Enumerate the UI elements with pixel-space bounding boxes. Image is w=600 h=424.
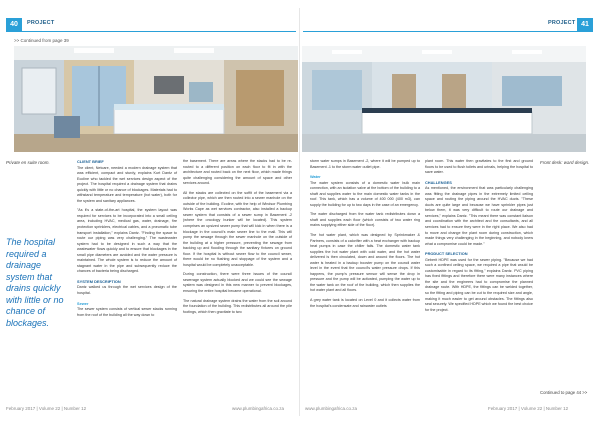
page-gutter	[299, 8, 300, 416]
photo-front-desk	[302, 46, 586, 152]
front-desk-image	[302, 46, 586, 152]
right-photo-caption: Front desk: ward design.	[540, 160, 590, 165]
section-heading: SYSTEM DESCRIPTION	[77, 278, 121, 284]
left-footer-issue: February 2017 | Volume 22 | Number 12	[6, 406, 87, 411]
paragraph: A grey water tank is located on Level 0 and it collects water from the hospital's condensate and rainwater outlets	[310, 298, 420, 308]
left-footer-site: www.plumbingafrica.co.za	[232, 406, 285, 411]
right-footer-site: www.plumbingafrica.co.za	[305, 406, 358, 411]
section-heading: CLIENT BRIEF	[77, 159, 104, 164]
paragraph: The client, Netcare, needed a modern drainage system that was efficient, compact and sturdy, explains Kurt Dantz of Ecoline who tackled the wet services design aspect of the project. The hospital required a drainage system that drains quickly with little or no chance of blockages. Materials had to withstand temperature and temperature (hot water), both for the system and sanitary appliances.	[77, 165, 177, 203]
pull-quote: The hospital required a drainage system that drains quickly with little or no chance of blockages.	[6, 237, 64, 328]
article-column-3	[310, 159, 420, 313]
left-header-rule	[6, 31, 296, 32]
paragraph: plant room. This water then gravitates to the first and ground floors to be used to flush toilets and urinals, helping the hospital to save water.	[425, 159, 533, 175]
paragraph: During construction, there were three issues of the council sewerage system actually blocked and we could see the sewage system was designed in this new manner to prevent blockages, ensuring the entire hospital became operational.	[183, 272, 292, 294]
continued-to-label: Continued to page 44 >>	[540, 390, 588, 395]
paragraph: As mentioned, the environment that was particularly challenging was fitting the drainage pipes in the extremely limited ceiling space and routing the piping around the HVAC ducts. "These ducts are quite large and because we have sprinkler pipes just below them, it was very difficult to route our drainage and services," explains Dantz. "This meant there was constant liaison and coordination with the architect and the consultants, and all services had to ensure they were in the right place. We also had to move and change the plant room during construction, which made things very challenging in the beginning, and nobody knew what a compromise could be made."	[425, 186, 533, 246]
paragraph: The sewer system consists of vertical sewer stacks running from the roof of the building all the way down to	[77, 307, 177, 317]
paragraph: All the stacks are collected on the soffit of the basement via a collector pipe, which are then routed into a sewer manhole on the outside of the building. Ecoline, with the help of Windsor Plumbing Works Cape as wet services contractor, also installed a backup sewer system that consists of a sewer sump in Basement -2 (where the oncology bunker will be located). This system comprises an upsized sewer pump that will kick in when there is a blockage in the council's main sewer line to the mall. This will pump the sewage through the sewer manhole on the outside of the building at a higher pressure, preventing the sewage from backing up and flooding through the sanitary fixtures on ground floor. If the hospital is without sewer flow to the council sewer, there would be no flushing and stoppage of the system and a hospital would be completely unacceptable.	[183, 190, 292, 267]
article-column-2	[183, 159, 292, 319]
article-column-1	[77, 159, 177, 322]
paragraph: The water system consists of a domestic water bulk main connection, with an isolation valve at the bottom of the building to a shaft and supplies water to the main domestic water tanks in the roof. This tank, which has a volume of 400 000 (400 m3), can supply the building for up to two days in the case of an emergency.	[310, 180, 420, 207]
paragraph: The natural drainage system drains the water from the soil around the foundation of the building. This redistributes all around the pile footings, which then gravitate to two	[183, 298, 292, 314]
left-photo-caption: Private en suite room.	[6, 160, 50, 165]
right-section-label: PROJECT	[548, 20, 576, 26]
paragraph: The hot water plant, which was designed by Sprinkmaker & Partners, consists of a calorifier with a heat exchanger with backup heat pumps in case the chiller fails. The domestic water tank supplies the hot water plant with cold water, and the hot water delivered is then circulated, down and around the floors. The hot water is heated in a backup booster pump on the council water level in the event that the council's water pressure drops. If this happens, the pump's pressure sensor will sense the drop in pressure and the pump will be activated, pumping the water up to the water tank on the roof of the building, which then supplies the hot water plant and all floors.	[310, 233, 420, 293]
continued-from-label: >> Continued from page 39	[14, 38, 69, 43]
paragraph: Geberit HDPE was used for the sewer piping. "Because we had such a confined ceiling space, we required a pipe that would be customisable in regard to its fitting," explains Dantz. PVC piping has fixed fittings and therefore there were many instances where the site and the engineers had to compromise the planned drainage route. With HDPE, the fittings can be welded together, so the fitting and piping can be cut to the required size and angle, making it much easier to get around obstacles. The fittings also seal securely. We specified HDPE which we found the best choice for the project.	[425, 257, 533, 312]
right-header-rule	[303, 31, 593, 32]
paragraph: the basement. There are areas where the stacks had to be re-routed to a different position on each floor to fit in with the architecture and routed back on the next floor, which made things quite challenging considering the amount of space and other services around.	[183, 159, 292, 186]
article-column-4	[425, 159, 533, 317]
paragraph: "As it's a state-of-the-art hospital, the system layout was required for services to be incorporated into a small ceiling area, including HVAC, medical gas, water, drainage, fire protection sprinklers, electrical cables, and a pneumatic tube transport installation," explains Dantz. "Finding the space to route our piping was very challenging." The wastewater system had to be designed in such a way that the wastewater flows quickly and to ensure that blockages in the small pipe diameters are avoided and the water pressure is maintained. The whole system is to reduce the amount of stagnant water in the pipe and subsequently reduce the chances of bacteria being discharged.	[77, 208, 177, 274]
right-footer-issue: February 2017 | Volume 22 | Number 12	[488, 406, 569, 411]
paragraph: storm water sumps in Basement -2, where it will be pumped up to Basement -1 to the storm water outlet pipe.	[310, 159, 420, 169]
right-page-number: 41	[577, 18, 593, 31]
left-page-number: 40	[6, 18, 22, 31]
paragraph: Dantz walked us through the wet services design of the hospital.	[77, 285, 177, 296]
paragraph: The water discharged from the water tank redistributes down a shaft and supplies each floor (which consists of two water ring mains supplying either side of the floor).	[310, 212, 420, 228]
sub-heading: Water	[310, 174, 321, 180]
section-heading: PRODUCT SELECTION	[425, 251, 468, 257]
sub-heading: Sewer	[77, 300, 89, 306]
section-heading: CHALLENGES	[425, 179, 452, 185]
private-room-image	[14, 46, 298, 152]
left-section-label: PROJECT	[27, 20, 55, 26]
photo-private-room	[14, 46, 298, 152]
